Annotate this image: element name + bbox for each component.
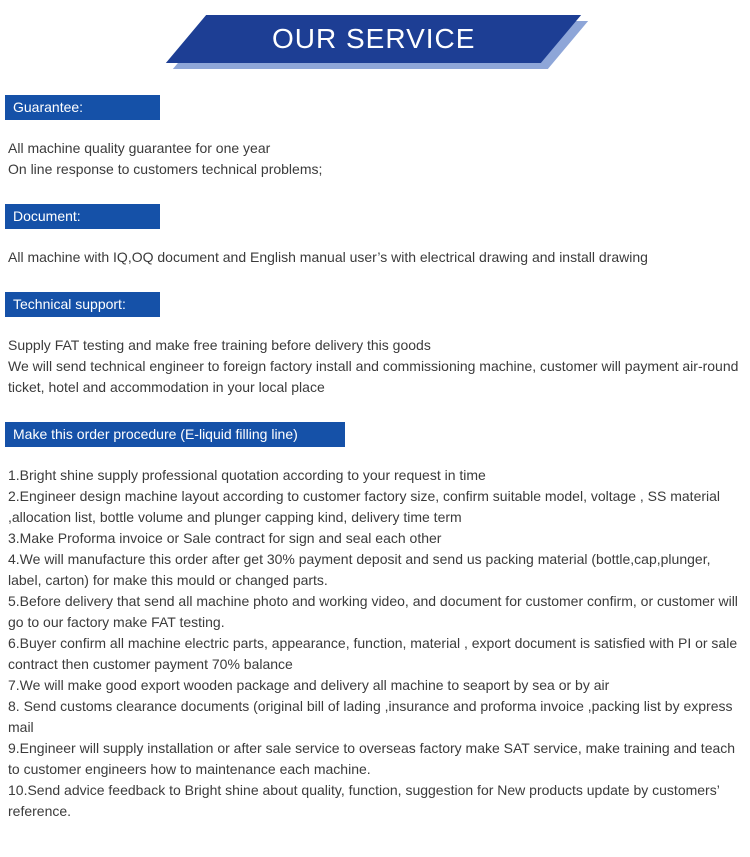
section-body-order-procedure (8, 465, 742, 822)
procedure-step: 2.Engineer design machine layout according to customer factory size, confirm suitable model, voltage , SS material ,allocation list, bottle volume and plunger capping kind, delivery time term (8, 488, 721, 525)
body-line: Supply FAT testing and make free training before delivery this goods (8, 337, 431, 353)
body-line: On line response to customers technical problems; (8, 161, 323, 177)
section-body-technical-support (8, 335, 742, 398)
body-line: All machine with IQ,OQ document and English manual user’s with electrical drawing and install drawing (8, 249, 648, 265)
service-banner (0, 15, 750, 84)
procedure-step: 8. Send customs clearance documents (original bill of lading ,insurance and proforma invoice ,packing list by express mail (8, 698, 733, 735)
section-body-guarantee (8, 138, 742, 180)
procedure-step: 1.Bright shine supply professional quotation according to your request in time (8, 467, 486, 483)
body-line: All machine quality guarantee for one year (8, 140, 271, 156)
procedure-step: 6.Buyer confirm all machine electric parts, appearance, function, material , export document is satisfied with PI or sale contract then customer payment 70% balance (8, 635, 738, 672)
section-heading-document: Document: (5, 204, 160, 229)
procedure-step: 3.Make Proforma invoice or Sale contract for sign and seal each other (8, 530, 442, 546)
section-heading-guarantee: Guarantee: (5, 95, 160, 120)
procedure-step: 4.We will manufacture this order after get 30% payment deposit and send us packing material (bottle,cap,plunger, label, carton) for make this mould or changed parts. (8, 551, 711, 588)
procedure-step: 5.Before delivery that send all machine photo and working video, and document for customer confirm, or customer will go to our factory make FAT testing. (8, 593, 738, 630)
section-heading-order-procedure: Make this order procedure (E-liquid filling line) (5, 422, 345, 447)
body-line: We will send technical engineer to foreign factory install and commissioning machine, customer will payment air-round ticket, hotel and accommodation in your local place (8, 358, 739, 395)
procedure-step: 7.We will make good export wooden package and delivery all machine to seaport by sea or by air (8, 677, 610, 693)
section-body-document (8, 247, 742, 268)
procedure-step: 10.Send advice feedback to Bright shine about quality, function, suggestion for New products update by customers’ reference. (8, 782, 720, 819)
section-heading-technical-support: Technical support: (5, 292, 160, 317)
page-title: OUR SERVICE (271, 23, 476, 54)
banner-shape (166, 15, 581, 63)
procedure-step: 9.Engineer will supply installation or after sale service to overseas factory make SAT service, make training and teach to customer engineers how to maintenance each machine. (8, 740, 736, 777)
